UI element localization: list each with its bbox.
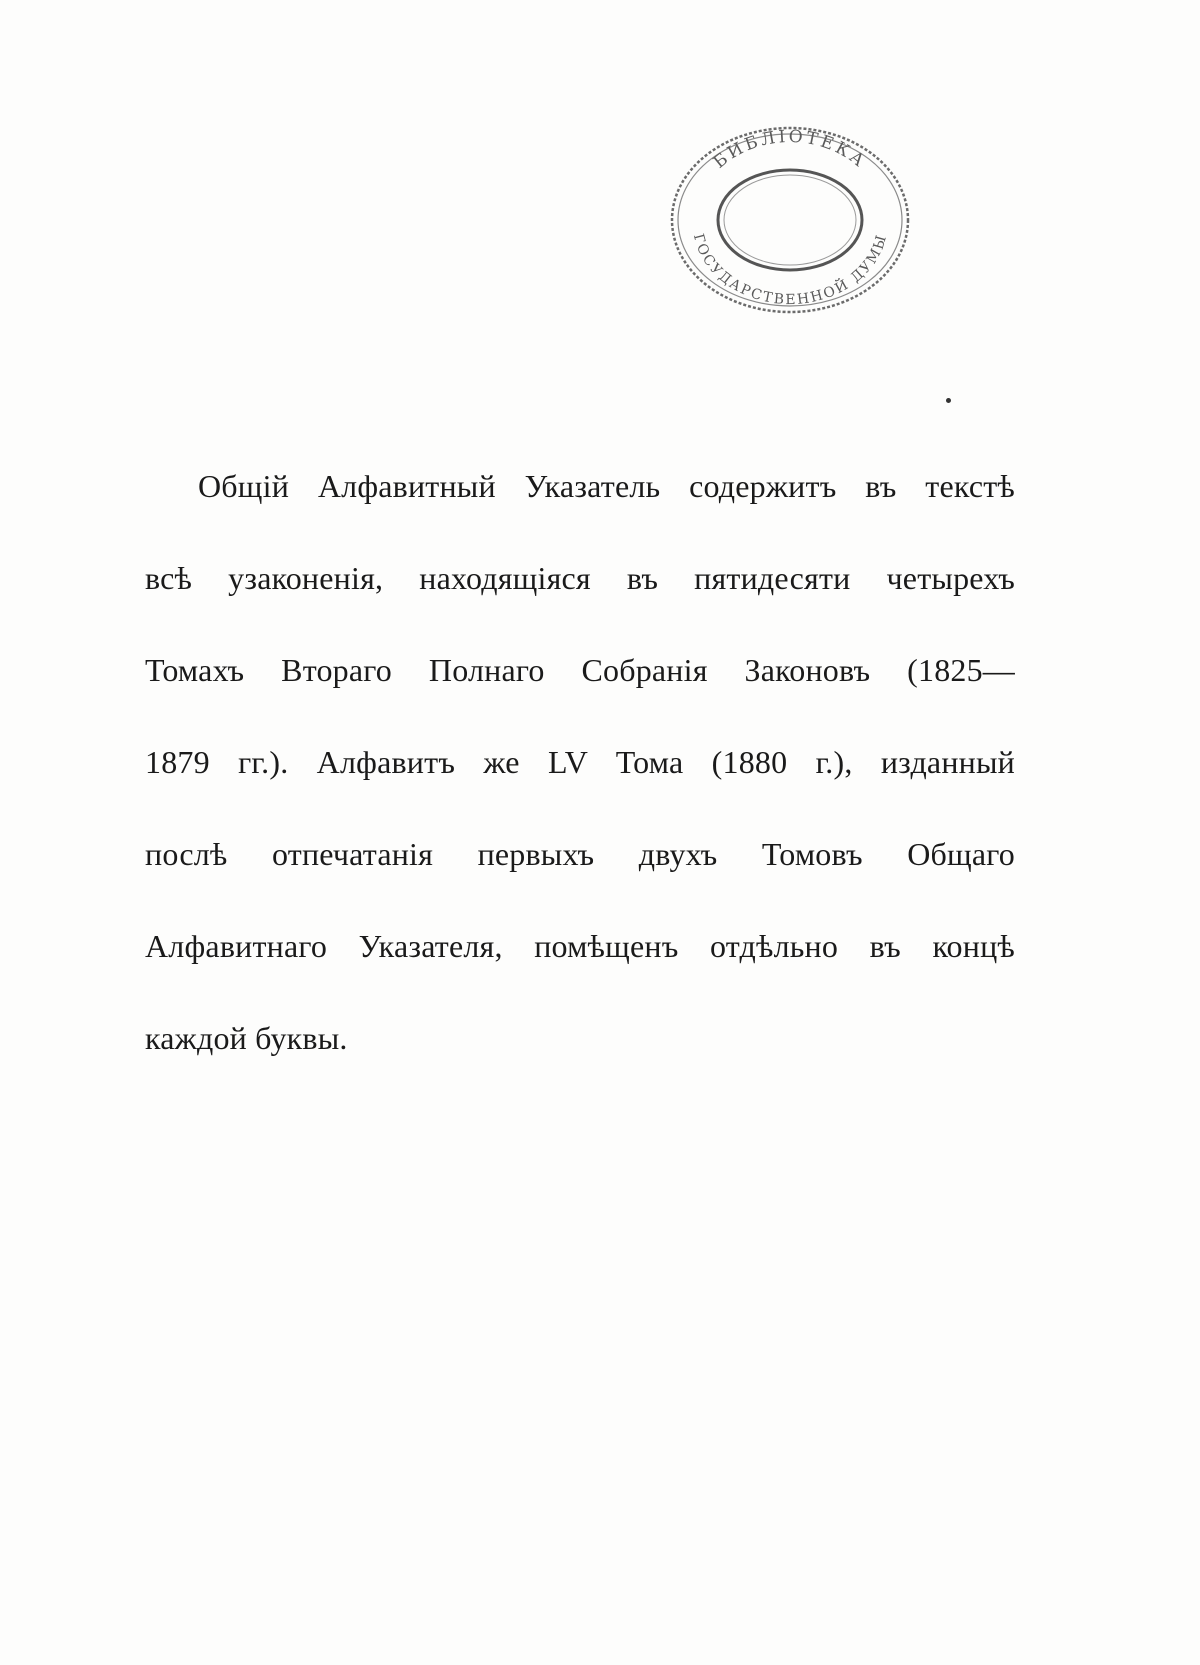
- paragraph-line-1: Общій Алфавитный Указатель содержитъ въ текстѣ: [198, 468, 1015, 504]
- stamp-text-top: БИБЛIОТЕКА: [709, 126, 871, 173]
- paragraph-line-4: 1879 гг.). Алфавитъ же LV Тома (1880 г.), изданный: [145, 744, 1015, 780]
- paragraph-line-6: Алфавитнаго Указателя, помѣщенъ отдѣльно въ концѣ: [145, 928, 1015, 964]
- library-stamp: [665, 120, 915, 320]
- stamp-text-bottom: ГОСУДАРСТВЕННОЙ ДУМЫ: [689, 231, 891, 309]
- svg-text:БИБЛIОТЕКА: [710, 127, 870, 173]
- paragraph-line-7: каждой буквы.: [145, 1020, 348, 1056]
- paragraph-line-5: послѣ отпечатанія первыхъ двухъ Томовъ Общаго: [145, 836, 1015, 872]
- paragraph-line-3: Томахъ Втораго Полнаго Собранія Законовъ (1825—: [145, 652, 1015, 688]
- ink-speck: [946, 398, 951, 403]
- notice-paragraph: [145, 470, 1015, 1114]
- paragraph-line-2: всѣ узаконенія, находящіяся въ пятидесяти четырехъ: [145, 560, 1015, 596]
